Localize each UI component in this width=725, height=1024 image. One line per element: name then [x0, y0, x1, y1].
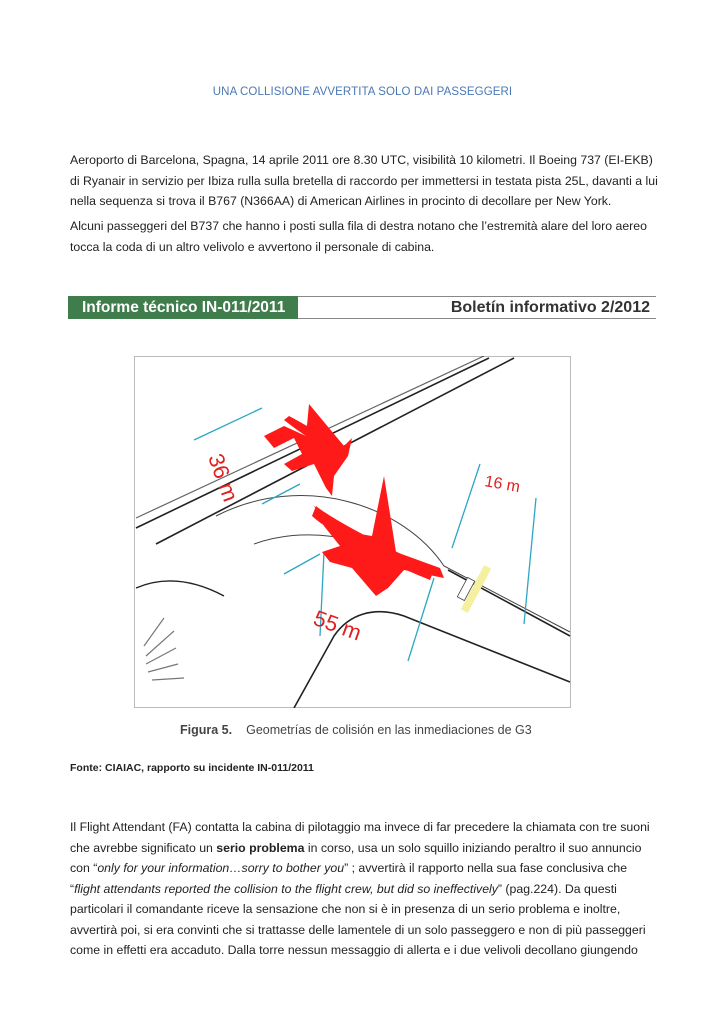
label-55m: 55 m: [310, 605, 365, 646]
fa-quote-1: only for your information…sorry to bother you: [97, 861, 345, 875]
label-36m: 36 m: [203, 450, 244, 505]
flight-attendant-paragraph: [70, 817, 660, 961]
intro-paragraph: Aeroporto di Barcelona, Spagna, 14 aprile 2011 ore 8.30 UTC, visibilità 10 kilometri. Il Boeing 737 (EI-EKB) di Ryanair in servizio per Ibiza rulla sulla bretella di raccordo per immettersi in testata pista 25L, davanti a lui nella sequenza si trova il B767 (N366AA) di American Airlines in procinto di decollare per New York.: [70, 153, 658, 208]
figure-caption: [180, 723, 532, 737]
collision-diagram: [134, 356, 571, 708]
banner-bulletin: Boletín informativo 2/2012: [450, 299, 650, 316]
figure-label: Figura 5.: [180, 723, 233, 737]
fa-text-1: Il Flight Attendant (FA) contatta la cabina di pilotaggio ma invece di far precedere la chiamata con tre suoni che avrebbe significato un: [70, 820, 650, 855]
source-note: Fonte: CIAIAC, rapporto su incidente IN-011/2011: [70, 762, 314, 774]
article-title: UNA COLLISIONE AVVERTITA SOLO DAI PASSEGGERI: [212, 86, 513, 98]
fa-quote-2: flight attendants reported the collision to the flight crew, but did so ineffectively: [74, 881, 498, 896]
passengers-paragraph: Alcuni passeggeri del B737 che hanno i posti sulla fila di destra notano che l’estremità alare del loro aereo tocca la coda di un altro velivolo e avvertono il personale di cabina.: [70, 219, 647, 254]
report-banner: [68, 296, 656, 320]
banner-report-id: Informe técnico IN-011/2011: [68, 296, 298, 319]
banner-bottom-rule: [298, 318, 656, 319]
figure-caption-text: Geometrías de colisión en las inmediaciones de G3: [246, 723, 532, 737]
fa-text-4: ” (pag.224). Da questi particolari il comandante riceve la sensazione che non si è in presenza di un serio problema e inoltre, avvertirà poi, si era convinti che si trattasse delle lamentele di un solo passeggero e non di più passeggeri come in effetti era accaduto. Dalla torre nessun messaggio di allerta e i due velivoli decollano giungendo: [70, 881, 646, 957]
fa-text-3: ” ; avvertirà il rapporto nella sua fase conclusiva che “: [70, 861, 628, 896]
fa-bold-serio: serio problema: [216, 840, 305, 855]
fa-text-2: in corso, usa un solo squillo iniziando peraltro il suo annuncio con “: [70, 840, 642, 875]
label-16m: 16 m: [483, 473, 522, 497]
